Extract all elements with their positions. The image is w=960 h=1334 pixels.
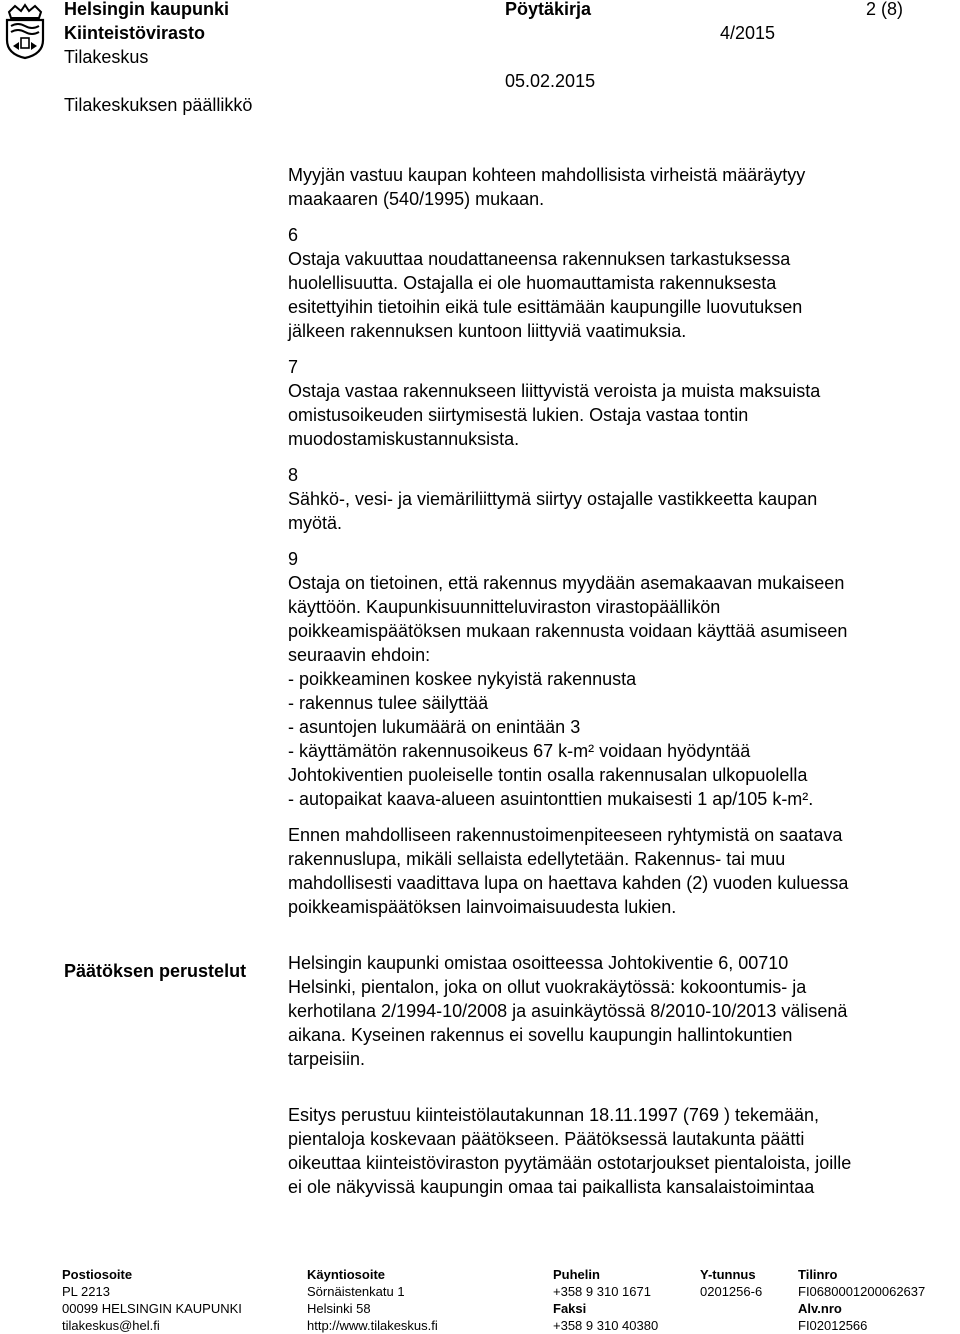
body-paragraph	[288, 223, 948, 343]
section-label-paatoksen-perustelut: Päätöksen perustelut	[64, 961, 247, 981]
footer-line: Sörnäistenkatu 1	[307, 1284, 405, 1299]
body-paragraph	[288, 355, 948, 451]
header-department: Kiinteistövirasto	[64, 23, 206, 43]
body-paragraph	[288, 823, 948, 919]
body-line: myötä.	[288, 513, 343, 533]
body-line: rakennuslupa, mikäli sellaista edellytetään. Rakennus- tai muu	[288, 849, 786, 869]
footer-line: FI02012566	[798, 1318, 868, 1333]
body-line: Helsingin kaupunki omistaa osoitteessa Johtokiventie 6, 00710	[288, 953, 789, 973]
body-line: - autopaikat kaava-alueen asuintonttien mukaisesti 1 ap/105 k-m².	[288, 789, 814, 809]
body-line: Ostaja vakuuttaa noudattaneensa rakennuksen tarkastuksessa	[288, 249, 791, 269]
body-line: esitettyihin tietoihin eikä tule esittämään kaupungille luovutuksen	[288, 297, 803, 317]
body-paragraph	[288, 163, 948, 211]
footer-heading: Y-tunnus	[700, 1267, 756, 1282]
footer-line: PL 2213	[62, 1284, 110, 1299]
body-line: Sähkö-, vesi- ja viemäriliittymä siirtyy ostajalle vastikkeetta kaupan	[288, 489, 818, 509]
footer-line: Faksi	[553, 1301, 587, 1316]
body-line: tarpeisiin.	[288, 1049, 366, 1069]
footer-heading: Postiosoite	[62, 1267, 133, 1282]
body-line: - käyttämätön rakennusoikeus 67 k-m² voidaan hyödyntää	[288, 741, 751, 761]
body-line: Ostaja on tietoinen, että rakennus myydään asemakaavan mukaiseen	[288, 573, 845, 593]
footer-line: http://www.tilakeskus.fi	[307, 1318, 438, 1333]
body-line: maakaaren (540/1995) mukaan.	[288, 189, 545, 209]
footer-line: +358 9 310 40380	[553, 1318, 659, 1333]
body-line: 9	[288, 549, 299, 569]
body-paragraph	[288, 1103, 948, 1199]
body-line: Esitys perustuu kiinteistölautakunnan 18.11.1997 (769 ) tekemään,	[288, 1105, 819, 1125]
body-paragraph	[288, 463, 948, 535]
footer-line: 00099 HELSINGIN KAUPUNKI	[62, 1301, 242, 1316]
body-line: pientaloja koskevaan päätökseen. Päätöksessä lautakunta päätti	[288, 1129, 805, 1149]
footer-heading: Käyntiosoite	[307, 1267, 386, 1282]
helsinki-crest-logo	[3, 2, 47, 60]
body-line: - poikkeaminen koskee nykyistä rakennusta	[288, 669, 637, 689]
body-line: Ennen mahdolliseen rakennustoimenpiteeseen ryhtymistä on saatava	[288, 825, 843, 845]
body-line: - rakennus tulee säilyttää	[288, 693, 489, 713]
body-line: kerhotilana 2/1994-10/2008 ja asuinkäytössä 8/2010-10/2013 välisenä	[288, 1001, 848, 1021]
footer-line	[700, 1317, 762, 1334]
body-line: 7	[288, 357, 299, 377]
body-paragraph	[288, 951, 948, 1071]
header-page: 2 (8)	[866, 0, 904, 19]
footer-line: 0201256-6	[700, 1284, 763, 1299]
body-line: huolellisuutta. Ostajalla ei ole huomauttamista rakennuksesta	[288, 273, 777, 293]
body-paragraph	[288, 547, 948, 811]
body-line: Myyjän vastuu kaupan kohteen mahdollisista virheistä määräytyy	[288, 165, 806, 185]
header-date: 05.02.2015	[505, 71, 596, 91]
header-doc-type: Pöytäkirja	[505, 0, 592, 19]
header-role: Tilakeskuksen päällikkö	[64, 95, 253, 115]
body-line: mahdollisesti vaadittava lupa on haettava kahden (2) vuoden kuluessa	[288, 873, 849, 893]
body-line: Ostaja vastaa rakennukseen liittyvistä veroista ja muista maksuista	[288, 381, 821, 401]
footer-line	[700, 1300, 762, 1317]
body-line: 6	[288, 225, 299, 245]
body-line: Johtokiventien puoleiselle tontin osalla rakennusalan ulkopuolella	[288, 765, 808, 785]
body-line: Helsinki, pientalon, joka on ollut vuokrakäytössä: kokoontumis- ja	[288, 977, 807, 997]
body-line: seuraavin ehdoin:	[288, 645, 431, 665]
document-body	[288, 163, 948, 1199]
footer-line: +358 9 310 1671	[553, 1284, 651, 1299]
header-city: Helsingin kaupunki	[64, 0, 230, 19]
footer-column	[798, 1266, 925, 1334]
footer-heading: Tilinro	[798, 1267, 838, 1282]
footer-line: FI0680001200062637	[798, 1284, 926, 1299]
footer-column	[62, 1266, 242, 1334]
body-line: ei ole näkyvissä kaupungin omaa tai paikallista kansalaistoimintaa	[288, 1177, 815, 1197]
body-line: poikkeamispäätöksen lainvoimaisuudesta lukien.	[288, 897, 677, 917]
header-unit: Tilakeskus	[64, 47, 149, 67]
body-line: oikeuttaa kiinteistöviraston pyytämään ostotarjoukset pientaloista, joille	[288, 1153, 852, 1173]
body-line: 8	[288, 465, 299, 485]
body-line: omistusoikeuden siirtymisestä lukien. Ostaja vastaa tontin	[288, 405, 749, 425]
body-line: muodostamiskustannuksista.	[288, 429, 520, 449]
footer-line: tilakeskus@hel.fi	[62, 1318, 160, 1333]
footer-column	[307, 1266, 438, 1334]
footer-column	[553, 1266, 658, 1334]
header-number: 4/2015	[720, 23, 776, 43]
footer-heading: Puhelin	[553, 1267, 600, 1282]
body-line: jälkeen rakennuksen kuntoon liittyviä vaatimuksia.	[288, 321, 687, 341]
body-line: poikkeamispäätöksen mukaan rakennusta voidaan käyttää asumiseen	[288, 621, 848, 641]
footer-column	[700, 1266, 762, 1334]
body-line: - asuntojen lukumäärä on enintään 3	[288, 717, 581, 737]
footer-line: Alv.nro	[798, 1301, 842, 1316]
body-line: käyttöön. Kaupunkisuunnitteluviraston virastopäällikön	[288, 597, 721, 617]
footer-line: Helsinki 58	[307, 1301, 371, 1316]
body-line: aikana. Kyseinen rakennus ei sovellu kaupungin hallintokuntien	[288, 1025, 793, 1045]
